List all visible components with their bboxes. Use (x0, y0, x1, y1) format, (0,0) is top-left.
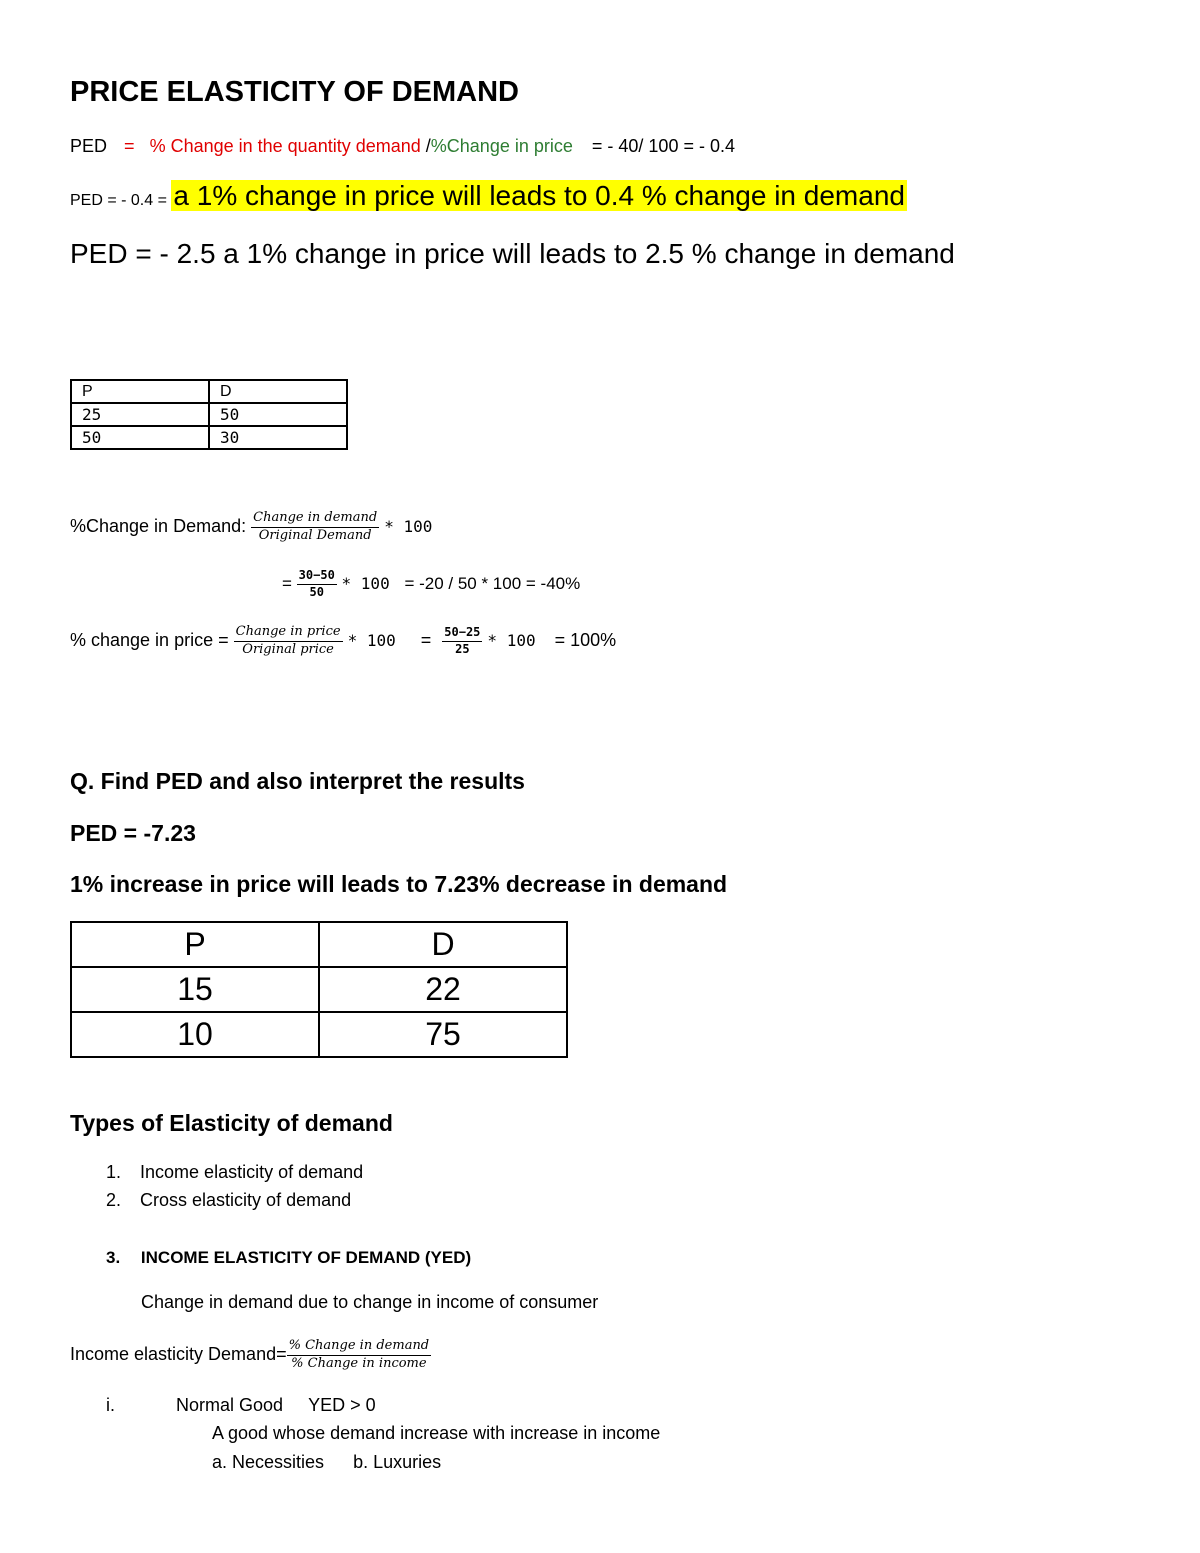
list-number: 3. (106, 1248, 121, 1267)
list-text: Cross elasticity of demand (140, 1190, 352, 1210)
question-heading: Q. Find PED and also interpret the results (70, 768, 525, 794)
income-fraction (287, 1339, 432, 1372)
ped-example-prefix: PED = - 0.4 = (70, 192, 167, 209)
normal-good-subtypes (212, 1452, 441, 1473)
table-header-cell: P (71, 922, 319, 967)
table-header-cell: D (209, 380, 347, 403)
list-item (106, 1190, 351, 1211)
list-number: 1. (106, 1162, 122, 1182)
table-header-cell: P (71, 380, 209, 403)
ped-label: PED (70, 136, 108, 156)
table-row (71, 403, 347, 426)
ped-example-line (70, 180, 907, 212)
table-cell: 25 (71, 403, 209, 426)
price-demand-table-large (70, 921, 568, 1058)
subtype-luxuries: b. Luxuries (353, 1452, 442, 1472)
change-demand-label: %Change in Demand: (70, 516, 247, 536)
table-cell: 15 (71, 967, 319, 1012)
subtype-necessities: a. Necessities (212, 1452, 325, 1472)
formula-result: = - 40/ 100 = - 0.4 (591, 136, 735, 156)
list-item (106, 1162, 363, 1183)
change-in-price-formula (70, 618, 616, 663)
quantity-change-text: % Change in the quantity demand (149, 136, 421, 156)
table-row (71, 380, 347, 403)
list-number: 2. (106, 1190, 122, 1210)
price-result: = 100% (554, 630, 617, 650)
price-fraction (234, 625, 343, 658)
change-price-label: % change in price = (70, 630, 229, 650)
fraction-denominator: 25 (455, 641, 470, 656)
demand-calculation-step (282, 562, 580, 606)
price-equals: = (420, 630, 432, 650)
table-row (71, 426, 347, 449)
ped-equals: = (124, 136, 135, 156)
formula-slash: / (425, 136, 431, 156)
table-cell: 75 (319, 1012, 567, 1057)
ped-interpretation: 1% increase in price will leads to 7.23% decrease in demand (70, 871, 728, 897)
normal-good-item (106, 1395, 376, 1416)
times-100: * 100 (347, 631, 396, 650)
step-equals: = (282, 574, 292, 593)
list-item-yed (106, 1248, 471, 1268)
normal-good-description: A good whose demand increase with increase in income (212, 1423, 661, 1443)
times-100: * 100 (341, 574, 390, 593)
table-cell: 50 (71, 426, 209, 449)
demand-step-fraction (297, 569, 337, 600)
fraction-numerator: Change in demand (251, 511, 379, 528)
roman-numeral: i. (106, 1395, 115, 1415)
times-100: * 100 (487, 631, 536, 650)
change-in-demand-formula (70, 504, 432, 549)
yed-condition: YED > 0 (308, 1395, 376, 1415)
fraction-denominator: Original price (242, 641, 334, 657)
fraction-denominator: Original Demand (258, 527, 372, 543)
types-heading: Types of Elasticity of demand (70, 1110, 393, 1136)
ped-formula-line (70, 136, 735, 157)
ped-answer: PED = -7.23 (70, 820, 196, 846)
ped-example-line-2: PED = - 2.5 a 1% change in price will leads to 2.5 % change in demand (70, 238, 955, 269)
income-elasticity-formula (70, 1332, 431, 1376)
fraction-numerator: 30−50 (297, 569, 337, 585)
table-header-cell: D (319, 922, 567, 967)
fraction-denominator: % Change in income (291, 1355, 427, 1371)
list-text: Income elasticity of demand (140, 1162, 364, 1182)
fraction-denominator: 50 (309, 585, 324, 600)
yed-description: Change in demand due to change in income of consumer (141, 1292, 599, 1312)
table-cell: 10 (71, 1012, 319, 1057)
yed-heading: INCOME ELASTICITY OF DEMAND (YED) (140, 1248, 472, 1267)
table-cell: 22 (319, 967, 567, 1012)
demand-fraction (251, 511, 379, 544)
normal-good-label: Normal Good (176, 1395, 284, 1415)
times-100: * 100 (384, 517, 433, 536)
table-row (71, 1012, 567, 1057)
page-title: PRICE ELASTICITY OF DEMAND (70, 76, 519, 108)
price-step-fraction (442, 626, 482, 657)
income-elasticity-label: Income elasticity Demand= (70, 1344, 287, 1364)
table-row (71, 922, 567, 967)
price-change-text: %Change in price (430, 136, 573, 156)
table-cell: 30 (209, 426, 347, 449)
demand-step-result: = -20 / 50 * 100 = -40% (404, 574, 581, 593)
table-row (71, 967, 567, 1012)
price-demand-table-small (70, 379, 348, 450)
fraction-numerator: Change in price (234, 625, 343, 642)
fraction-numerator: 50−25 (442, 626, 482, 642)
highlighted-interpretation: a 1% change in price will leads to 0.4 % change in demand (173, 180, 905, 211)
table-cell: 50 (209, 403, 347, 426)
fraction-numerator: % Change in demand (287, 1339, 432, 1356)
